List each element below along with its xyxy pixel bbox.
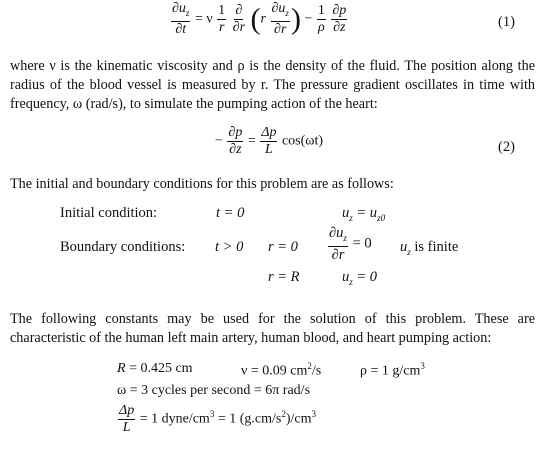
constant-density: ρ = 1 $g/cm^3$ <box>360 361 425 379</box>
eq1-open-paren: ( <box>250 2 261 36</box>
eq1-nu: = ν <box>194 11 213 27</box>
eq1-frac-d-dr: $\frac{\partial}{\partial r}$ <box>232 2 246 35</box>
constant-radius: R = 0.425 cm <box>117 361 193 376</box>
eq1-minus: − <box>304 11 313 27</box>
equation-1-number: (1) <box>498 14 515 30</box>
boundary-conditions-label: Boundary conditions: <box>60 239 186 255</box>
initial-condition-velocity: $u_z = u_{z0}$ <box>342 205 386 223</box>
equation-2-number: (2) <box>498 139 515 155</box>
wall-condition: $u_z = 0$ <box>342 269 378 287</box>
boundary-condition-rR: r = R <box>268 269 300 285</box>
eq2-frac-dp-l: $\frac{\Delta p}{L}$ <box>261 125 277 157</box>
constant-viscosity: ν = 0.09 $cm^2/s$ <box>241 361 322 379</box>
equation-2 <box>215 126 323 157</box>
eq1-lhs-fraction: $\frac{\partial u_z}{\partial t}$ <box>172 1 190 37</box>
eq1-frac-dp-dz: $\frac{\partial p}{\partial z}$ <box>332 2 347 35</box>
equation-1 <box>170 2 348 37</box>
eq2-equals: = <box>247 133 256 149</box>
initial-condition-label: Initial condition: <box>60 205 158 221</box>
eq1-frac-du-dr: $\frac{\partial u_z}{\partial r}$ <box>271 1 289 37</box>
finite-condition: $u_z$ is finite <box>400 239 459 257</box>
constant-frequency: ω = 3 cycles per second = 6π rad/s <box>117 383 311 398</box>
eq1-r: r <box>260 11 266 27</box>
boundary-condition-derivative: $\frac{\partial u_z}{\partial r}$ = 0 <box>329 225 372 263</box>
eq1-close-paren: ) <box>290 2 301 36</box>
eq1-frac-1-over-rho: $\frac{1}{\rho}$ <box>317 2 325 35</box>
constant-pressure-gradient: $\frac{\Delta p}{L}$ = 1 dyne/$cm^3 = 1$ $(g.cm/s^2)/cm^3$ <box>119 403 316 435</box>
paragraph-1: where ν is the kinematic viscosity and ρ is the density of the fluid. The position along the radius of the blood vessel is measured by r. The pressure gradient oscillates in time with frequency, ω (rad/s), to simulate the pumping action of the heart: <box>10 58 535 112</box>
eq2-cos: cos(ωt) <box>281 133 324 149</box>
paragraph-3: The following constants may be used for the solution of this problem. These are characteristic of the human left main artery, human blood, and heart pumping action: <box>10 311 535 346</box>
eq2-minus: − <box>215 133 223 149</box>
initial-condition-time: t = 0 <box>216 205 245 221</box>
boundary-condition-r0: r = 0 <box>268 239 298 255</box>
paragraph-2: The initial and boundary conditions for this problem are as follows: <box>10 176 394 192</box>
boundary-condition-time: t > 0 <box>215 239 244 255</box>
eq2-frac-dp-dz: $\frac{\partial p}{\partial z}$ <box>228 125 243 157</box>
eq1-frac-1-over-r: $\frac{1}{r}$ <box>218 2 226 35</box>
